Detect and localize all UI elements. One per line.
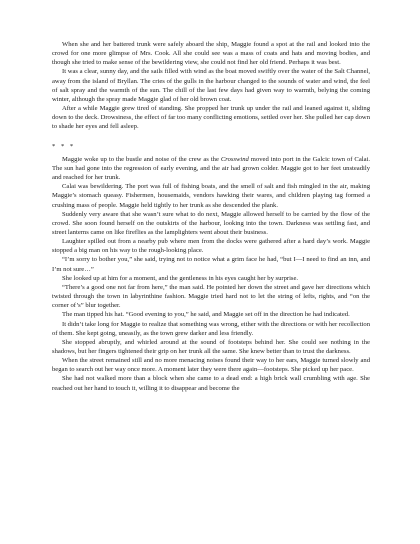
section-one [52, 40, 370, 132]
paragraph: It was a clear, sunny day, and the sails filled with wind as the boat moved swiftly over the water of the Salt Channel, away from the island of Bryllan. The cries of the gulls in the harbour changed to the sounds of water and wind, the feel of salt spray and the warmth of the sun. The chill of the last few days had given way to warmth, belying the coming winter, although the spray made Maggie glad of her old brown coat. [52, 68, 370, 103]
document-page [52, 40, 370, 393]
paragraph: When she and her battered trunk were safely aboard the ship, Maggie found a spot at the rail and looked into the crowd for one more glimpse of Mrs. Cook. All she could see was a mass of coats and hats and moving bodies, and though she tried to make sense of the bewildering view, she could not find her old friend. Perhaps it was best. [52, 41, 370, 67]
paragraph: “I’m sorry to bother you,” she said, trying not to notice what a grim face he had, “but I—I need to find an inn, and I’m not sure…” [52, 256, 370, 273]
paragraph-text: Maggie woke up to the bustle and noise of the crew as the [62, 155, 221, 163]
paragraph-text: moved into port in the Galcic town of Calai. The sun had gone into the regression of early evening, and the air had grown colder. Maggie got to her feet unsteadily and reached for her trunk. [52, 155, 370, 182]
paragraph: “There’s a good one not far from here,” the man said. He pointed her down the street and gave her directions which twisted through the town in labyrinthine fashion. Maggie tried hard not to let the string of lefts, rights, and “on the corner of’s” blur together. [52, 283, 370, 310]
paragraph: After a while Maggie grew tired of standing. She propped her trunk up under the rail and leaned against it, sliding down to the deck. Drowsiness, the effect of far too many conflicting emotions, settled over her. She pulled her cap down to shade her eyes and fell asleep. [52, 105, 370, 131]
paragraph: She looked up at him for a moment, and the gentleness in his eyes caught her by surprise. [62, 274, 299, 282]
paragraph: When the street remained still and no more menacing noises found their way to her ears, Maggie turned slowly and began to search out her way once more. A moment later they were there again—footsteps. She picked up her pace. [52, 357, 370, 374]
paragraph: Suddenly very aware that she wasn’t sure what to do next, Maggie allowed herself to be carried by the flow of the crowd. She soon found herself on the outskirts of the harbour, looking into the town. Darkness was settling fast, and street lanterns came on like fireflies as the lamplighters went about their business. [52, 210, 370, 236]
paragraph: The man tipped his hat. “Good evening to you,” he said, and Maggie set off in the direction he had indicated. [62, 311, 350, 319]
paragraph: It didn’t take long for Maggie to realize that something was wrong, either with the directions or with her recollection of them. She kept going, uneasily, as the town grew darker and less friendly. [52, 320, 370, 337]
paragraph: Laughter spilled out from a nearby pub where men from the docks were gathered after a hard day’s work. Maggie stopped a big man on his way to the rough-looking place. [52, 238, 370, 255]
section-two [52, 155, 370, 393]
paragraph: She stopped abruptly, and whirled around at the sound of footsteps behind her. She could see nothing in the shadows, but her fingers tightened their grip on her trunk all the same. She knew better than to trust the darkness. [52, 338, 370, 355]
paragraph [52, 155, 370, 182]
scene-separator: * * * [52, 142, 76, 150]
ship-name: Crosswind [220, 155, 249, 163]
paragraph: Calai was bewildering. The port was full of fishing boats, and the smell of salt and fish mingled in the air, making Maggie’s stomach queasy. Fishermen, housemaids, vendors hawking their wares, and children playing tag formed a crushing mass of people. Maggie held tightly to her trunk as she descended the plank. [52, 183, 370, 209]
paragraph: She had not walked more than a block when she came to a dead end: a high brick wall crumbling with age. She reached out her hand to touch it, willing it to disappear and become the [52, 375, 370, 392]
